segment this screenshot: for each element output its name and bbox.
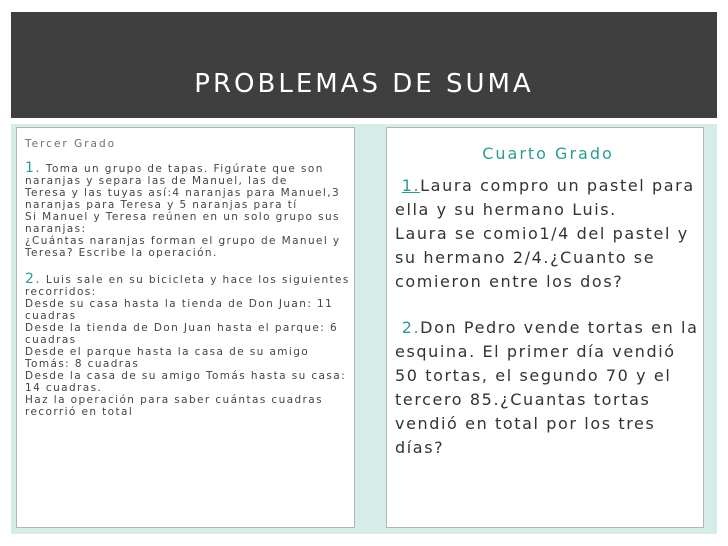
problem-2-r — [395, 316, 701, 460]
problem-2-line-1 — [25, 273, 353, 298]
problem-1-r-line-2: Laura se comio1/4 del pastel y su hermano 2/4.¿Cuanto se comieron entre los dos? — [395, 224, 689, 291]
slide-title: PROBLEMAS DE SUMA — [194, 69, 534, 99]
problem-1-number: 1. — [25, 160, 42, 176]
problem-2-line-4: Desde el parque hasta la casa de su amigo Tomás: 8 cuadras — [25, 346, 310, 370]
problem-2-line-2: Desde su casa hasta la tienda de Don Juan: 11 cuadras — [25, 298, 334, 322]
grade-label-fourth: Cuarto Grado — [482, 144, 614, 163]
problem-2-line-5: Desde la casa de su amigo Tomás hasta su casa: 14 cuadras. — [25, 370, 347, 394]
problem-1-line-2: Teresa y las tuyas así:4 naranjas para Manuel,3 naranjas para Teresa y 5 naranjas para tí — [25, 187, 341, 211]
problem-2-r-text: Don Pedro vende tortas en la esquina. El primer día vendió 50 tortas, el segundo 70 y el tercero 85.¿Cuantas tortas vendió en total por los tres días? — [395, 318, 699, 457]
problem-1-r-number: 1. — [401, 176, 421, 195]
problem-2-text-1: Luis sale en su bicicleta y hace los siguientes recorridos: — [25, 274, 350, 298]
problem-1-text-1: Toma un grupo de tapas. Figúrate que son naranjas y separa las de Manuel, las de — [25, 163, 324, 187]
title-bar — [11, 12, 717, 118]
left-panel-third-grade — [16, 127, 355, 528]
problem-1-line-1 — [25, 162, 353, 187]
problem-1-line-3: Si Manuel y Teresa reúnen en un solo grupo sus naranjas: — [25, 211, 340, 235]
problem-2-number: 2. — [25, 271, 42, 287]
problem-2-r-number: 2. — [401, 318, 421, 337]
right-panel-fourth-grade — [386, 127, 704, 528]
grade-label-third: Tercer Grado — [25, 138, 117, 150]
problem-1-r-text-1: Laura compro un pastel para ella y su hermano Luis. — [395, 176, 695, 219]
problem-1-line-4: ¿Cuántas naranjas forman el grupo de Manuel y Teresa? Escribe la operación. — [25, 235, 341, 259]
problem-2-line-6: Haz la operación para saber cuántas cuadras recorrió en total — [25, 394, 323, 418]
left-panel-text — [25, 138, 353, 418]
right-panel-text — [395, 142, 701, 460]
problem-2-line-3: Desde la tienda de Don Juan hasta el parque: 6 cuadras — [25, 322, 339, 346]
problem-1-r-line-1 — [395, 174, 701, 222]
